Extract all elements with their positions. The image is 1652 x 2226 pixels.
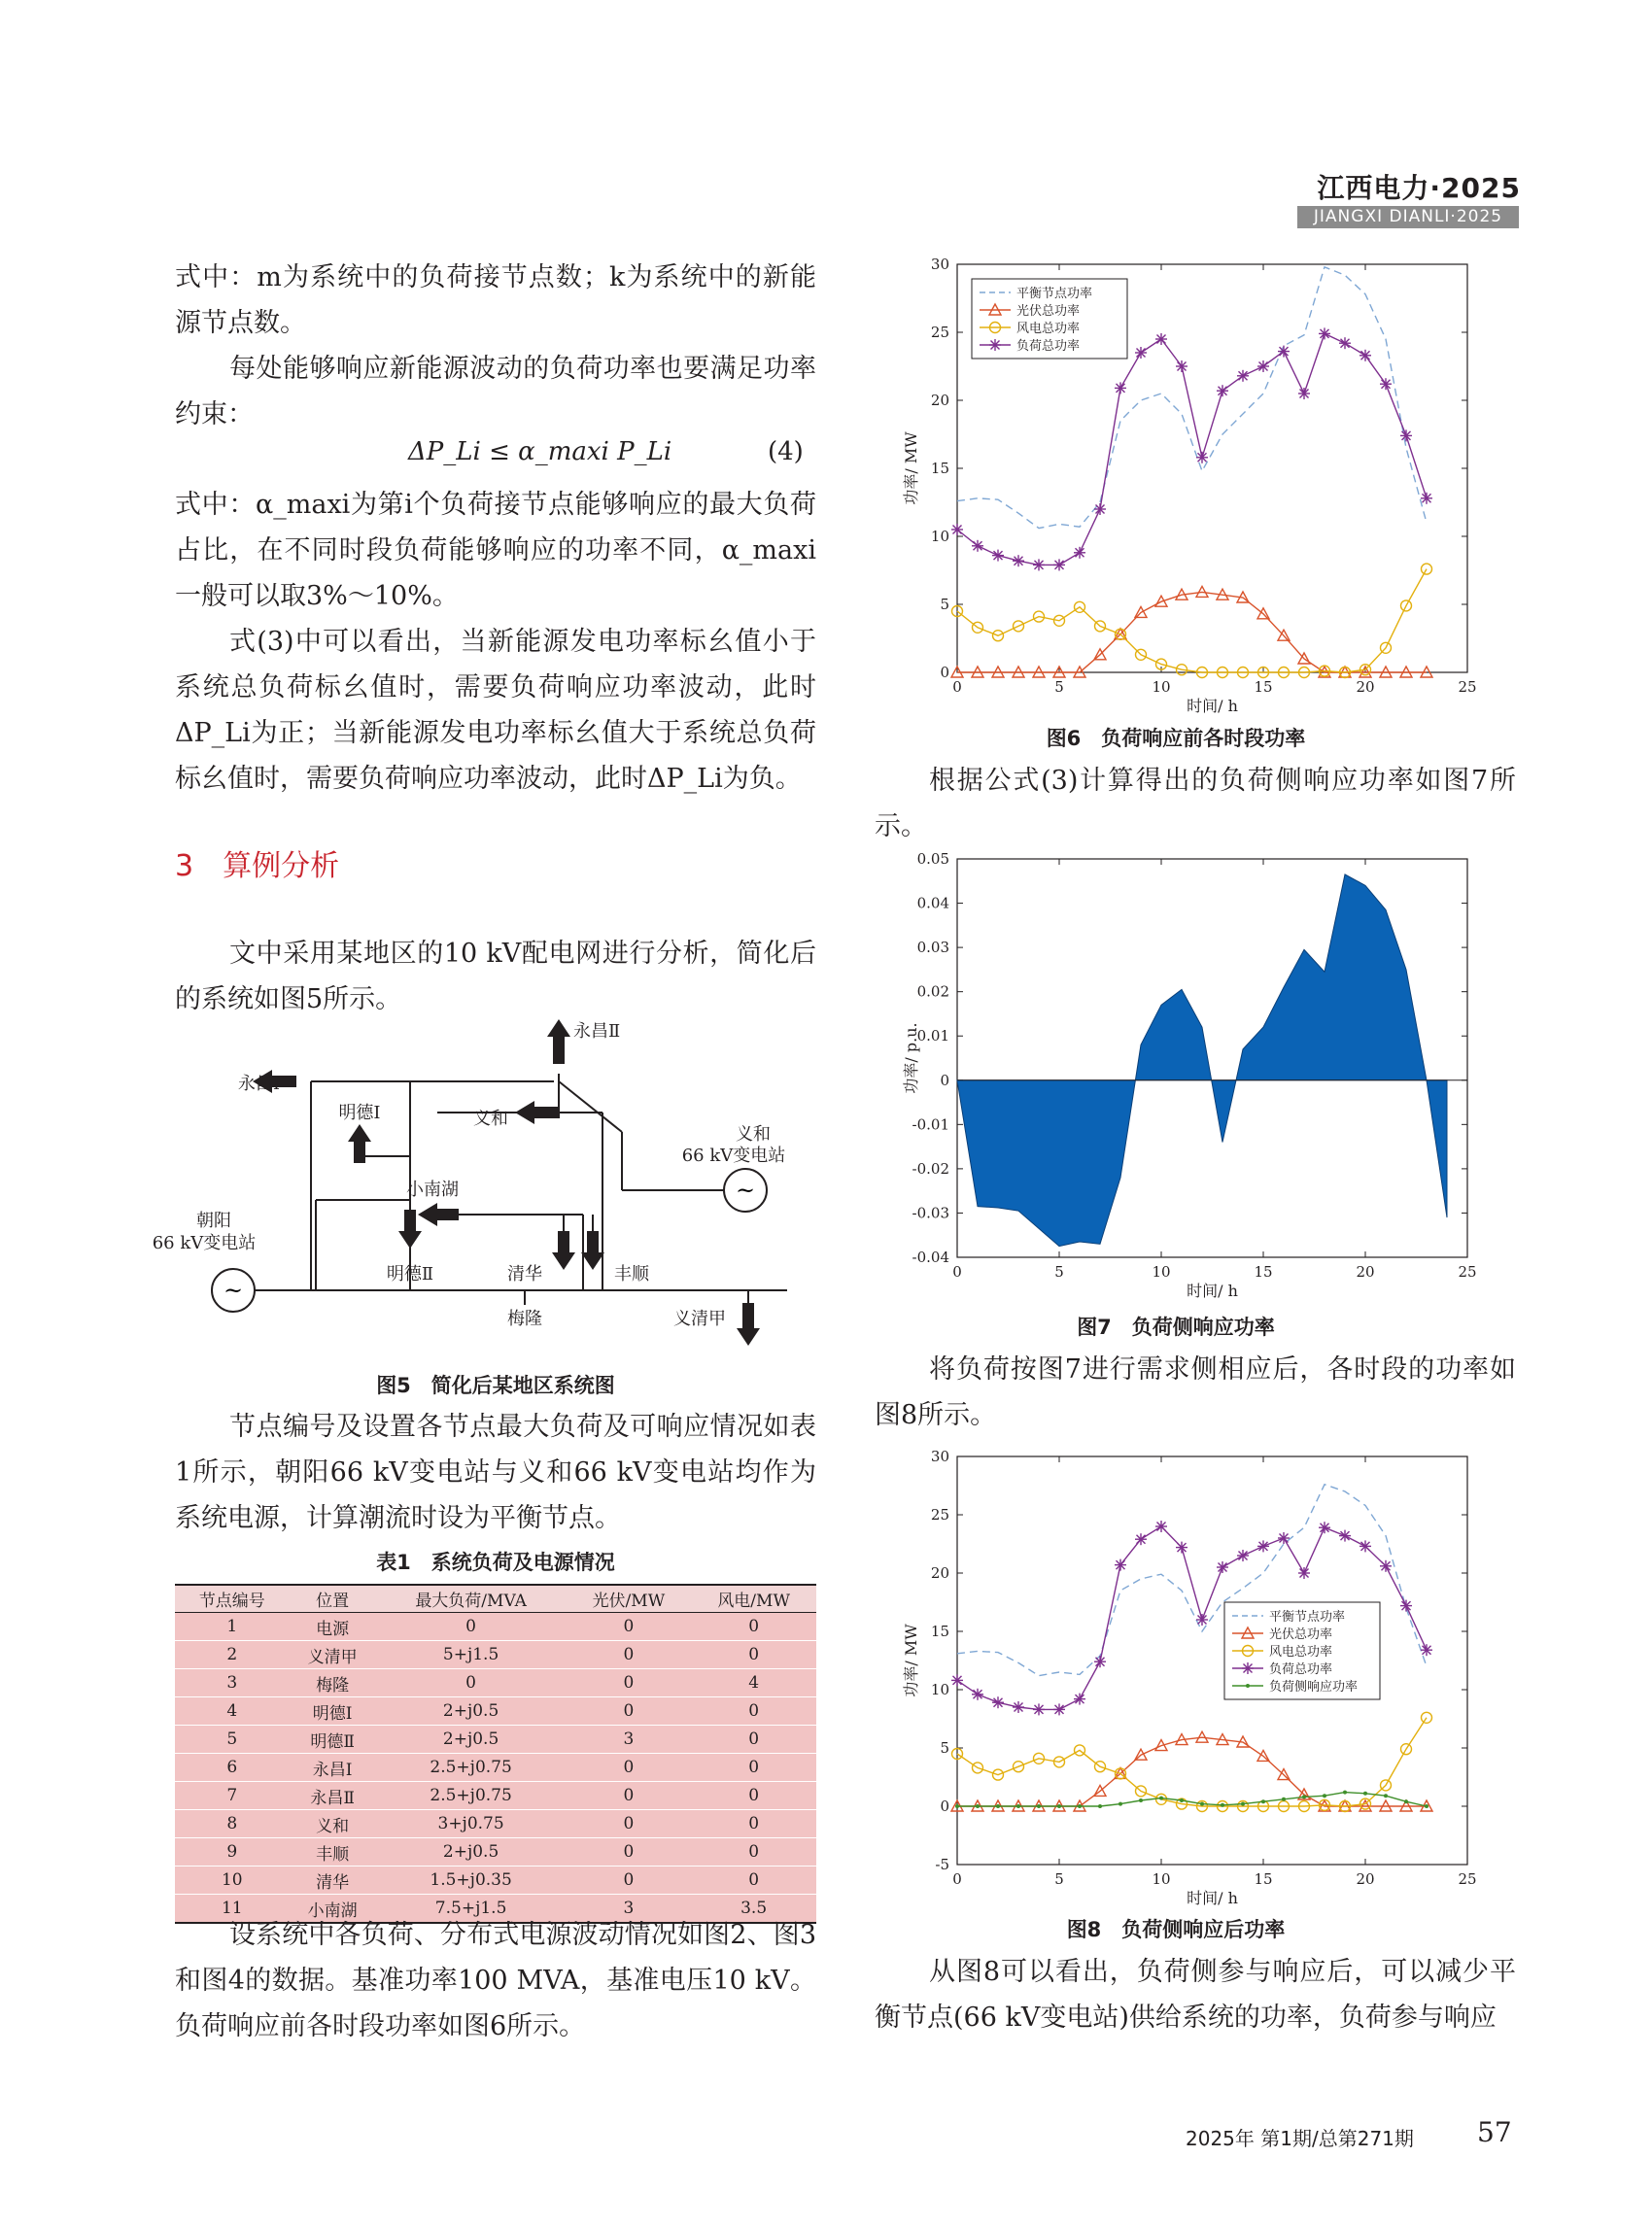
star-marker xyxy=(1196,1614,1208,1626)
star-marker xyxy=(1319,1522,1330,1533)
star-marker xyxy=(951,524,963,535)
y-axis-label: 功率/ MW xyxy=(902,431,920,505)
star-marker xyxy=(1033,1703,1045,1715)
star-marker xyxy=(1257,360,1269,372)
fig6-chart xyxy=(875,251,1477,717)
table-cell: 清华 xyxy=(290,1866,376,1895)
dot-marker xyxy=(1180,1798,1184,1802)
fig7-chart xyxy=(875,845,1477,1302)
star-marker xyxy=(1176,360,1187,372)
star-marker xyxy=(1298,388,1310,399)
y-tick-label: 0.04 xyxy=(916,894,949,912)
x-tick-label: 15 xyxy=(1254,1870,1273,1888)
dot-marker xyxy=(1261,1799,1265,1803)
table-cell: 3 xyxy=(567,1726,692,1754)
table-cell: 0 xyxy=(691,1641,816,1669)
table-cell: 2 xyxy=(175,1641,290,1669)
dot-marker xyxy=(1119,1802,1122,1806)
dot-marker xyxy=(1241,1802,1245,1806)
th-pv: 光伏/MW xyxy=(567,1585,692,1613)
y-tick-label: 10 xyxy=(930,528,949,545)
legend-entry: 负荷总功率 xyxy=(1016,339,1081,354)
table-row xyxy=(175,1810,816,1838)
star-marker xyxy=(1094,1656,1106,1667)
table-cell: 0 xyxy=(567,1641,692,1669)
dot-marker xyxy=(1323,1794,1326,1798)
dot-marker xyxy=(1384,1794,1388,1798)
x-tick-label: 10 xyxy=(1152,678,1171,696)
x-axis-label: 时间/ h xyxy=(1187,1282,1238,1300)
yongchang2-arrow-icon xyxy=(547,1019,570,1064)
star-marker xyxy=(1237,370,1249,382)
label-chaoyang-1: 朝阳 xyxy=(196,1211,231,1231)
table-cell: 0 xyxy=(567,1697,692,1726)
star-marker xyxy=(1135,347,1147,359)
table-row xyxy=(175,1669,816,1697)
dot-marker xyxy=(1078,1804,1082,1808)
paragraph-1: 式中：m为系统中的负荷接节点数；k为系统中的新能源节点数。 xyxy=(175,262,816,338)
table-cell: 0 xyxy=(567,1866,692,1895)
table1-caption: 表1 系统负荷及电源情况 xyxy=(376,1551,615,1574)
x-tick-label: 20 xyxy=(1356,1870,1375,1888)
dot-marker xyxy=(1139,1798,1143,1802)
fig5-caption: 图5 简化后某地区系统图 xyxy=(376,1374,615,1397)
table-header-row xyxy=(175,1585,816,1613)
fig7-caption: 图7 负荷侧响应功率 xyxy=(1077,1316,1275,1339)
equation-number: (4) xyxy=(768,437,804,466)
dot-marker xyxy=(1404,1799,1408,1803)
y-tick-label: 25 xyxy=(930,1506,949,1524)
table-cell: 0 xyxy=(691,1866,816,1895)
legend-entry: 平衡节点功率 xyxy=(1269,1610,1346,1625)
paragraph-4: 式(3)中可以看出，当新能源发电功率标幺值小于系统总负荷标幺值时，需要负荷响应功率波动，此时ΔP_Li为正；当新能源发电功率标幺值大于系统总负荷标幺值时，需要负荷响应功率波动，此时ΔP_Li为负。 xyxy=(175,627,816,794)
table-row xyxy=(175,1641,816,1669)
y-tick-label: 25 xyxy=(930,324,949,341)
table-cell: 1.5+j0.35 xyxy=(376,1866,567,1895)
y-tick-label: 30 xyxy=(930,1448,949,1465)
table-cell: 2.5+j0.75 xyxy=(376,1754,567,1782)
star-marker xyxy=(1217,385,1228,396)
table-cell: 明德Ⅱ xyxy=(290,1726,376,1754)
y-tick-label: -0.03 xyxy=(912,1204,949,1222)
table-cell: 2+j0.5 xyxy=(376,1838,567,1866)
qinghua-arrow-icon xyxy=(552,1231,575,1270)
y-tick-label: 5 xyxy=(940,596,949,613)
star-marker xyxy=(1135,1533,1147,1545)
paragraph-9: 将负荷按图7进行需求侧相应后，各时段的功率如图8所示。 xyxy=(875,1354,1516,1430)
legend-entry: 光伏总功率 xyxy=(1016,304,1081,319)
th-location: 位置 xyxy=(290,1585,376,1613)
star-marker xyxy=(1380,1560,1392,1572)
star-marker xyxy=(1074,547,1085,559)
table-cell: 0 xyxy=(691,1782,816,1810)
y-tick-label: 20 xyxy=(930,1564,949,1582)
star-marker xyxy=(1339,1530,1351,1542)
fig6-caption: 图6 负荷响应前各时段功率 xyxy=(1046,727,1306,750)
table-body xyxy=(175,1613,816,1924)
star-marker xyxy=(1278,346,1290,358)
fengshun-arrow-icon xyxy=(581,1231,604,1270)
fig8-chart xyxy=(875,1443,1477,1909)
table-cell: 丰顺 xyxy=(290,1838,376,1866)
table-cell: 0 xyxy=(376,1613,567,1641)
mingde2-arrow-icon xyxy=(398,1210,422,1249)
legend-entry: 负荷总功率 xyxy=(1269,1662,1333,1677)
dot-marker xyxy=(1246,1684,1250,1688)
label-mingde2: 明德Ⅱ xyxy=(386,1264,434,1284)
x-tick-label: 5 xyxy=(1054,1870,1064,1888)
table-cell: 小南湖 xyxy=(290,1895,376,1924)
table-row xyxy=(175,1782,816,1810)
table-cell: 0 xyxy=(567,1754,692,1782)
table-cell: 11 xyxy=(175,1895,290,1924)
table-cell: 0 xyxy=(567,1669,692,1697)
table-cell: 0 xyxy=(567,1613,692,1641)
x-tick-label: 25 xyxy=(1458,1870,1477,1888)
label-chaoyang-2: 66 kV变电站 xyxy=(152,1233,257,1253)
th-wind: 风电/MW xyxy=(691,1585,816,1613)
dot-marker xyxy=(976,1804,980,1808)
page-number: 57 xyxy=(1477,2116,1512,2148)
xiaonanhu-arrow-icon xyxy=(418,1203,459,1226)
table-cell: 永昌Ⅰ xyxy=(290,1754,376,1782)
table-cell: 0 xyxy=(567,1838,692,1866)
legend-entry: 风电总功率 xyxy=(1016,322,1081,336)
table-cell: 3 xyxy=(567,1895,692,1924)
table-cell: 义清甲 xyxy=(290,1641,376,1669)
label-yihe-station-1: 义和 xyxy=(736,1124,771,1145)
table-cell: 梅隆 xyxy=(290,1669,376,1697)
legend-entry: 负荷侧响应功率 xyxy=(1269,1680,1359,1695)
star-marker xyxy=(992,1696,1004,1708)
x-tick-label: 10 xyxy=(1152,1870,1171,1888)
fig5-load-arrows xyxy=(253,1019,760,1346)
star-marker xyxy=(1257,1540,1269,1552)
star-marker xyxy=(1380,378,1392,390)
x-axis-label: 时间/ h xyxy=(1187,697,1238,715)
y-tick-label: 0.01 xyxy=(916,1027,949,1045)
dot-marker xyxy=(1343,1791,1347,1795)
paragraph-8: 根据公式(3)计算得出的负荷侧响应功率如图7所示。 xyxy=(875,766,1516,841)
dot-marker xyxy=(1282,1798,1286,1801)
yihe-tilde: ~ xyxy=(735,1177,756,1204)
left-column-top xyxy=(175,255,816,437)
star-marker xyxy=(1359,1540,1371,1552)
x-tick-label: 10 xyxy=(1152,1263,1171,1281)
star-marker xyxy=(1359,350,1371,361)
star-marker xyxy=(1242,1662,1254,1674)
table-cell: 5 xyxy=(175,1726,290,1754)
table-row xyxy=(175,1697,816,1726)
y-tick-label: 5 xyxy=(940,1739,949,1757)
paragraph-5: 文中采用某地区的10 kV配电网进行分析，简化后的系统如图5所示。 xyxy=(175,939,816,1014)
star-marker xyxy=(972,1689,983,1700)
y-tick-label: -0.04 xyxy=(912,1249,949,1266)
table-cell: 3 xyxy=(175,1669,290,1697)
star-marker xyxy=(1033,559,1045,570)
label-qinghua: 清华 xyxy=(507,1264,542,1284)
x-tick-label: 20 xyxy=(1356,1263,1375,1281)
table-row xyxy=(175,1838,816,1866)
star-marker xyxy=(1339,337,1351,349)
dot-marker xyxy=(1057,1804,1061,1808)
star-marker xyxy=(1053,559,1065,570)
table-cell: 1 xyxy=(175,1613,290,1641)
label-xiaonanhu: 小南湖 xyxy=(406,1180,459,1200)
table-cell: 0 xyxy=(567,1810,692,1838)
x-tick-label: 5 xyxy=(1054,678,1064,696)
footer-issue: 2025年 第1期/总第271期 xyxy=(1186,2127,1414,2150)
table-cell: 0 xyxy=(376,1669,567,1697)
x-tick-label: 15 xyxy=(1254,678,1273,696)
table-cell: 4 xyxy=(175,1697,290,1726)
table-cell: 5+j1.5 xyxy=(376,1641,567,1669)
y-tick-label: 15 xyxy=(930,460,949,477)
y-tick-label: 10 xyxy=(930,1681,949,1698)
table-row xyxy=(175,1613,816,1641)
star-marker xyxy=(1400,429,1412,441)
y-tick-label: 0 xyxy=(940,1798,949,1815)
table-cell: 电源 xyxy=(290,1613,376,1641)
paragraph-7: 设系统中各负荷、分布式电源波动情况如图2、图3和图4的数据。基准功率100 MVA，基准电压10 kV。负荷响应前各时段功率如图6所示。 xyxy=(175,1920,816,2041)
x-tick-label: 20 xyxy=(1356,678,1375,696)
star-marker xyxy=(992,550,1004,562)
table-cell: 7.5+j1.5 xyxy=(376,1895,567,1924)
yihe-arrow-icon xyxy=(515,1101,560,1124)
y-axis-label: 功率/ p.u. xyxy=(902,1022,920,1094)
dot-marker xyxy=(1016,1804,1020,1808)
x-tick-label: 5 xyxy=(1054,1263,1064,1281)
star-marker xyxy=(1013,1701,1024,1713)
fig8-caption: 图8 负荷侧响应后功率 xyxy=(1066,1918,1286,1941)
y-tick-label: -0.02 xyxy=(912,1159,949,1178)
x-axis-label: 时间/ h xyxy=(1187,1889,1238,1907)
star-marker xyxy=(1115,382,1126,394)
dot-marker xyxy=(996,1804,1000,1808)
y-tick-label: -5 xyxy=(935,1856,949,1873)
y-tick-label: 30 xyxy=(930,256,949,273)
th-max-load: 最大负荷/MVA xyxy=(376,1585,567,1613)
yiqingjia-arrow-icon xyxy=(737,1303,760,1346)
x-tick-label: 15 xyxy=(1254,1263,1273,1281)
table-cell: 0 xyxy=(691,1754,816,1782)
legend-entry: 平衡节点功率 xyxy=(1016,287,1093,301)
label-yihe-station-2: 66 kV变电站 xyxy=(681,1146,786,1166)
label-yongchang1: 永昌Ⅰ xyxy=(237,1074,280,1094)
dot-marker xyxy=(1425,1804,1428,1808)
y-tick-label: 15 xyxy=(930,1623,949,1640)
fig5-system-diagram xyxy=(152,1015,816,1355)
y-tick-label: 20 xyxy=(930,392,949,409)
dot-marker xyxy=(1221,1803,1224,1807)
label-mingde1: 明德Ⅰ xyxy=(338,1103,381,1123)
table-cell: 7 xyxy=(175,1782,290,1810)
table-cell: 0 xyxy=(691,1613,816,1641)
dot-marker xyxy=(1200,1802,1204,1806)
x-tick-label: 0 xyxy=(952,1870,962,1888)
star-marker xyxy=(972,540,983,552)
table-cell: 9 xyxy=(175,1838,290,1866)
star-marker xyxy=(1013,555,1024,566)
dot-marker xyxy=(1159,1797,1163,1800)
chaoyang-tilde: ~ xyxy=(223,1277,244,1304)
star-marker xyxy=(1155,1521,1167,1532)
table-cell: 0 xyxy=(691,1697,816,1726)
star-marker xyxy=(951,1674,963,1686)
label-fengshun: 丰顺 xyxy=(614,1264,649,1284)
table-cell: 0 xyxy=(691,1838,816,1866)
table-row xyxy=(175,1866,816,1895)
x-tick-label: 0 xyxy=(952,1263,962,1281)
paragraph-3: 式中：α_maxi为第i个负荷接节点能够响应的最大负荷占比，在不同时段负荷能够响应的功率不同，α_maxi一般可以取3%～10%。 xyxy=(175,490,816,611)
star-marker xyxy=(1217,1561,1228,1573)
paragraph-6: 节点编号及设置各节点最大负荷及可响应情况如表1所示，朝阳66 kV变电站与义和66 kV变电站均作为系统电源，计算潮流时设为平衡节点。 xyxy=(175,1412,816,1533)
dot-marker xyxy=(1363,1792,1367,1796)
y-tick-label: 0.05 xyxy=(916,850,949,868)
y-tick-label: -0.01 xyxy=(912,1115,949,1134)
label-yiqingjia: 义清甲 xyxy=(673,1309,726,1329)
table-cell: 0 xyxy=(691,1726,816,1754)
x-tick-label: 0 xyxy=(952,678,962,696)
table-cell: 4 xyxy=(691,1669,816,1697)
table-cell: 3.5 xyxy=(691,1895,816,1924)
table-cell: 2+j0.5 xyxy=(376,1697,567,1726)
left-column-mid xyxy=(175,482,816,802)
dot-marker xyxy=(1302,1795,1306,1798)
table-cell: 明德Ⅰ xyxy=(290,1697,376,1726)
y-tick-label: 0 xyxy=(940,1071,949,1089)
dot-marker xyxy=(1098,1804,1102,1808)
journal-title: 江西电力·2025 xyxy=(1317,172,1521,204)
star-marker xyxy=(1278,1532,1290,1544)
star-marker xyxy=(1421,1644,1432,1656)
journal-subtitle: JIANGXI DIANLI·2025 xyxy=(1297,206,1519,228)
star-marker xyxy=(1074,1694,1085,1705)
section-heading: 3 算例分析 xyxy=(175,849,340,883)
table-cell: 3+j0.75 xyxy=(376,1810,567,1838)
legend-entry: 风电总功率 xyxy=(1269,1645,1333,1660)
table-row xyxy=(175,1754,816,1782)
table-cell: 2.5+j0.75 xyxy=(376,1782,567,1810)
table-row xyxy=(175,1726,816,1754)
table-cell: 8 xyxy=(175,1810,290,1838)
star-marker xyxy=(1196,452,1208,463)
star-marker xyxy=(1094,503,1106,515)
x-tick-label: 25 xyxy=(1458,678,1477,696)
legend-entry: 光伏总功率 xyxy=(1269,1627,1333,1642)
star-marker xyxy=(1298,1567,1310,1579)
table-cell: 2+j0.5 xyxy=(376,1726,567,1754)
table-cell: 0 xyxy=(567,1782,692,1810)
th-node: 节点编号 xyxy=(175,1585,290,1613)
y-tick-label: 0.03 xyxy=(916,939,949,957)
table-1 xyxy=(175,1584,816,1924)
y-tick-label: 0.02 xyxy=(916,982,949,1001)
table-cell: 6 xyxy=(175,1754,290,1782)
label-yihe: 义和 xyxy=(473,1109,508,1129)
dot-marker xyxy=(955,1804,959,1808)
star-marker xyxy=(1115,1559,1126,1571)
table-cell: 义和 xyxy=(290,1810,376,1838)
star-marker xyxy=(989,339,1001,351)
star-marker xyxy=(1400,1600,1412,1612)
star-marker xyxy=(1319,327,1330,339)
star-marker xyxy=(1155,333,1167,345)
y-tick-label: 0 xyxy=(940,664,949,681)
paragraph-2: 每处能够响应新能源波动的负荷功率也要满足功率约束： xyxy=(175,354,816,429)
dot-marker xyxy=(1037,1804,1041,1808)
star-marker xyxy=(1237,1550,1249,1561)
star-marker xyxy=(1176,1542,1187,1554)
table-cell: 0 xyxy=(691,1810,816,1838)
label-yongchang2: 永昌Ⅱ xyxy=(573,1021,621,1042)
x-tick-label: 25 xyxy=(1458,1263,1477,1281)
table-cell: 10 xyxy=(175,1866,290,1895)
y-axis-label: 功率/ MW xyxy=(902,1624,920,1697)
star-marker xyxy=(1053,1703,1065,1715)
label-meilong: 梅隆 xyxy=(507,1309,542,1329)
paragraph-10: 从图8可以看出，负荷侧参与响应后，可以减少平衡节点(66 kV变电站)供给系统的功率，负荷参与响应 xyxy=(875,1957,1516,2033)
table-cell: 永昌Ⅱ xyxy=(290,1782,376,1810)
equation-4: ΔP_Li ≤ α_maxi P_Li xyxy=(408,437,672,466)
plot-frame xyxy=(957,1456,1467,1865)
star-marker xyxy=(1421,493,1432,504)
